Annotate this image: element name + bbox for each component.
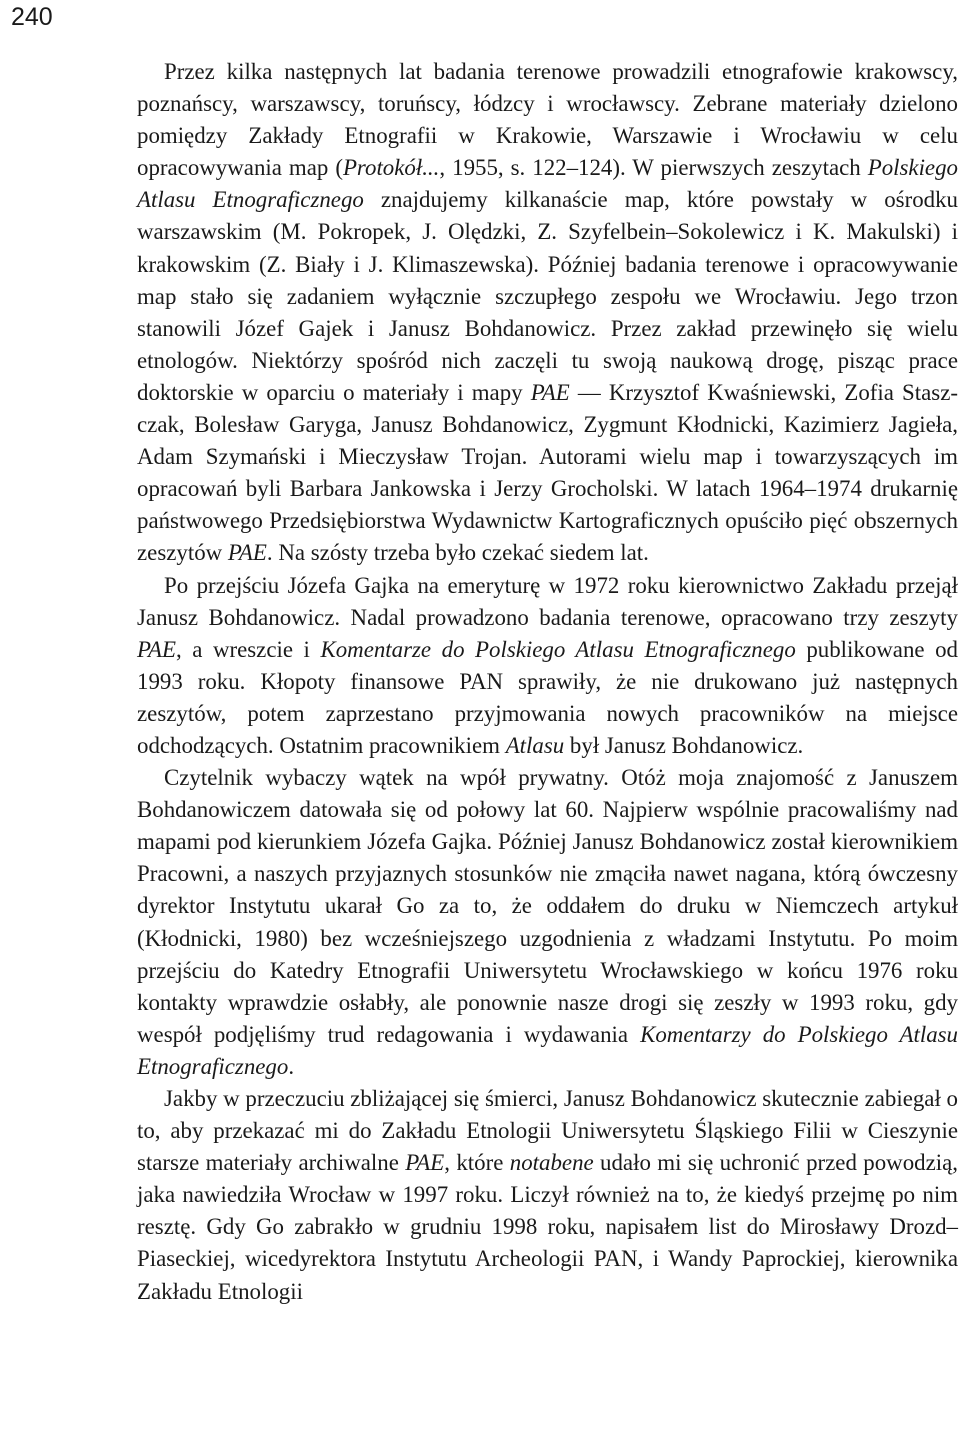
- text-run: Przez kilka następnych lat badania terenowe prowadzili etnografowie krakowscy, poznańscy, warszawscy, toruńscy, łódzcy i wrocławscy. Zebrane materiały dzielono pomiędzy Zakłady Etnografii w Krakowie, Warszawie i Wrocławiu w celu opracowywania map (: [137, 59, 958, 181]
- paragraph-1: [137, 56, 958, 570]
- text-run: . Na szósty trzeba było czekać siedem lat.: [266, 540, 649, 566]
- text-run: znajdujemy kilkanaście map, które powstały w ośrodku warszawskim (M. Pokropek, J. Olędzki, Z. Szyfelbein–Sokolewicz i K. Makulski) i krakowskim (Z. Biały i J. Klimaszewska). Później badania terenowe i opracowywanie map stało się zadaniem wyłącznie szczupłego zespołu we Wrocławiu. Jego trzon stanowili Józef Gajek i Janusz Bohdanowicz. Przez zakład przewinęło się wielu etnologów. Niektórzy spośród nich zaczęli tu swoją naukową drogę, pisząc prace doktorskie w oparciu o materiały i mapy: [137, 187, 958, 405]
- italic-run: Atlasu: [505, 732, 565, 758]
- text-run: , a wreszcie i: [176, 636, 321, 662]
- text-run: Jakby w przeczuciu zbliżającej się śmierci, Janusz Bohdanowicz skutecznie zabiegał o to, aby przekazać mi do Zakładu Etnologii Uniwersytetu Śląskiego Filii w Cieszynie starsze materiały archiwalne: [137, 1086, 958, 1176]
- paragraph-4: [137, 1083, 958, 1308]
- text-run: .: [288, 1053, 295, 1079]
- paragraph-3: [137, 762, 958, 1083]
- page-number: 240: [11, 3, 53, 31]
- text-run: był Janusz Bohdanowicz.: [564, 732, 804, 758]
- italic-run: PAE: [530, 379, 570, 405]
- italic-run: PAE: [227, 540, 267, 566]
- body-text: [137, 56, 958, 1308]
- text-run: , które: [444, 1150, 510, 1176]
- italic-run: notabene: [509, 1150, 594, 1176]
- text-run: publikowane od 1993 roku. Kłopoty finansowe PAN sprawiły, że nie drukowano już następnych zeszytów, potem zaprzestano przyjmowania nowych pracowników na miejsce odchodzących. Ostatnim pracownikiem: [137, 636, 958, 758]
- text-run: — Krzysztof Kwaśniewski, Zofia Staszczak, Bolesław Garyga, Janusz Bohdanowicz, Zygmunt Kłodnicki, Kazimierz Jagieła, Adam Szymański i Mieczysław Trojan. Autorami wielu map i towarzyszących im opracowań byli Barbara Jankowska i Jerzy Grocholski. W latach 1964–1974 drukarnię państwowego Przedsiębiorstwa Wydawnictw Kartograficznych opuściło pięć obszernych zeszytów: [137, 379, 958, 566]
- text-run: Po przejściu Józefa Gajka na emeryturę w 1972 roku kierownictwo Zakładu przejął Janusz Bohdanowicz. Nadal prowadzono badania terenowe, opracowano trzy zeszyty: [137, 572, 958, 630]
- italic-run: Komentarze do Polskiego Atlasu Etnograficznego: [320, 636, 796, 662]
- text-run: udało mi się uchronić przed powodzią, jaka nawiedziła Wrocław w 1997 roku. Liczył również na to, że kiedyś przejmę po nim resztę. Gdy Go zabrakło w grudniu 1998 roku, napisałem list do Mirosławy Drozd–Piaseckiej, wicedyrektora Instytutu Archeologii PAN, i Wandy Paprockiej, kierownika Zakładu Etnologii: [137, 1150, 958, 1304]
- italic-run: PAE: [137, 636, 176, 662]
- text-run: , 1955, s. 122–124). W pierwszych zeszytach: [439, 155, 868, 181]
- italic-run: Protokół...: [342, 155, 440, 181]
- italic-run: PAE: [405, 1150, 445, 1176]
- paragraph-2: [137, 570, 958, 763]
- italic-run: Polskiego Atlasu Etnograficznego: [137, 155, 958, 213]
- text-run: Czytelnik wybaczy wątek na wpół prywatny. Otóż moja znajomość z Januszem Bohdanowiczem datowała się od połowy lat 60. Najpierw wspólnie pracowaliśmy nad mapami pod kierunkiem Józefa Gajka. Później Janusz Bohdanowicz został kierownikiem Pracowni, a naszych przyjaznych stosunków nie zmąciła nawet nagana, którą ówczesny dyrektor Instytutu ukarał Go za to, że oddałem do druku w Niemczech artykuł (Kłodnicki, 1980) bez wcześniejszego uzgodnienia z władzami Instytutu. Po moim przejściu do Katedry Etnografii Uniwersytetu Wrocławskiego w końcu 1976 roku kontakty wprawdzie osłabły, ale ponownie nasze drogi się zeszły w 1993 roku, gdy wespół podjęliśmy trud redagowania i wydawania: [137, 765, 958, 1047]
- italic-run: Komentarzy do Polskiego Atlasu Etnograficznego: [137, 1021, 958, 1079]
